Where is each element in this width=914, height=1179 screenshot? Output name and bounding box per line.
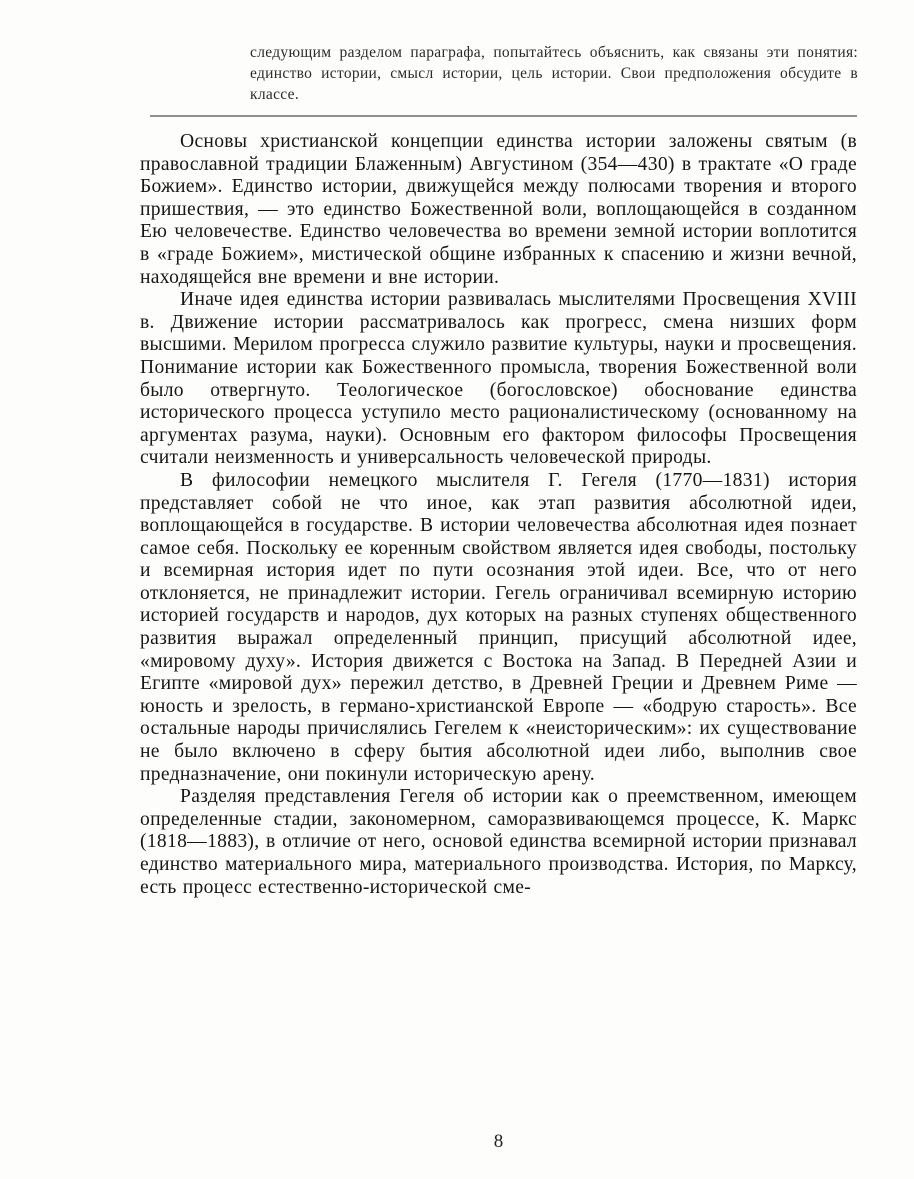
paragraph: Разделяя представления Гегеля об истории как о преемственном, имеющем определенные стадии, закономерном, саморазвивающемся процессе, К. Маркс (1818—1883), в отличие от него, основой единства всемирной истории признавал единство материального мира, материального производства. История, по Марксу, есть процесс естественно-исторической сме- <box>140 786 857 898</box>
paragraph: Основы христианской концепции единства истории заложены святым (в православной традиции Блаженным) Августином (354—430) в трактате «О граде Божием». Единство истории, движущейся между полюсами творения и второго пришествия, — это единство Божественной воли, воплощающейся в созданном Ею человечестве. Единство человечества во времени земной истории воплотится в «граде Божием», мистической общине избранных к спасению и жизни вечной, находящейся вне времени и вне истории. <box>140 131 857 288</box>
paragraph: В философии немецкого мыслителя Г. Гегеля (1770—1831) история представляет собой не что иное, как этап развития абсолютной идеи, воплощающейся в государстве. В истории человечества абсолютная идея познает самое себя. Поскольку ее коренным свойством является идея свободы, постольку и всемирная история идет по пути осознания этой идеи. Все, что от него отклоняется, не принадлежит истории. Гегель ограничивал всемирную историю историей государств и народов, дух которых на разных ступенях общественного развития выражал определенный принцип, присущий абсолютной идее, «мировому духу». История движется с Востока на Запад. В Передней Азии и Египте «мировой дух» пережил детство, в Древней Греции и Древнем Риме — юность и зрелость, в германо-христианской Европе — «бодрую старость». Все остальные народы причислялись Гегелем к «неисторическим»: их существование не было включено в сферу бытия абсолютной идеи либо, выполнив свое предназначение, они покинули историческую арену. <box>140 469 857 785</box>
intro-note: следующим разделом параграфа, попытайтесь объяснить, как связаны эти понятия: единство истории, смысл истории, цель истории. Свои предположения обсудите в классе. <box>250 44 858 103</box>
body-text <box>140 131 857 899</box>
section-divider <box>150 115 857 117</box>
paragraph: Иначе идея единства истории развивалась мыслителями Просвещения XVIII в. Движение истории рассматривалось как прогресс, смена низших форм высшими. Мерилом прогресса служило развитие культуры, науки и просвещения. Понимание истории как Божественного промысла, творения Божественной воли было отвергнуто. Теологическое (богословское) обоснование единства исторического процесса уступило место рационалистическому (основанному на аргументах разума, науки). Основным его фактором философы Просвещения считали неизменность и универсальность человеческой природы. <box>140 289 857 469</box>
page-number: 8 <box>493 1131 504 1152</box>
